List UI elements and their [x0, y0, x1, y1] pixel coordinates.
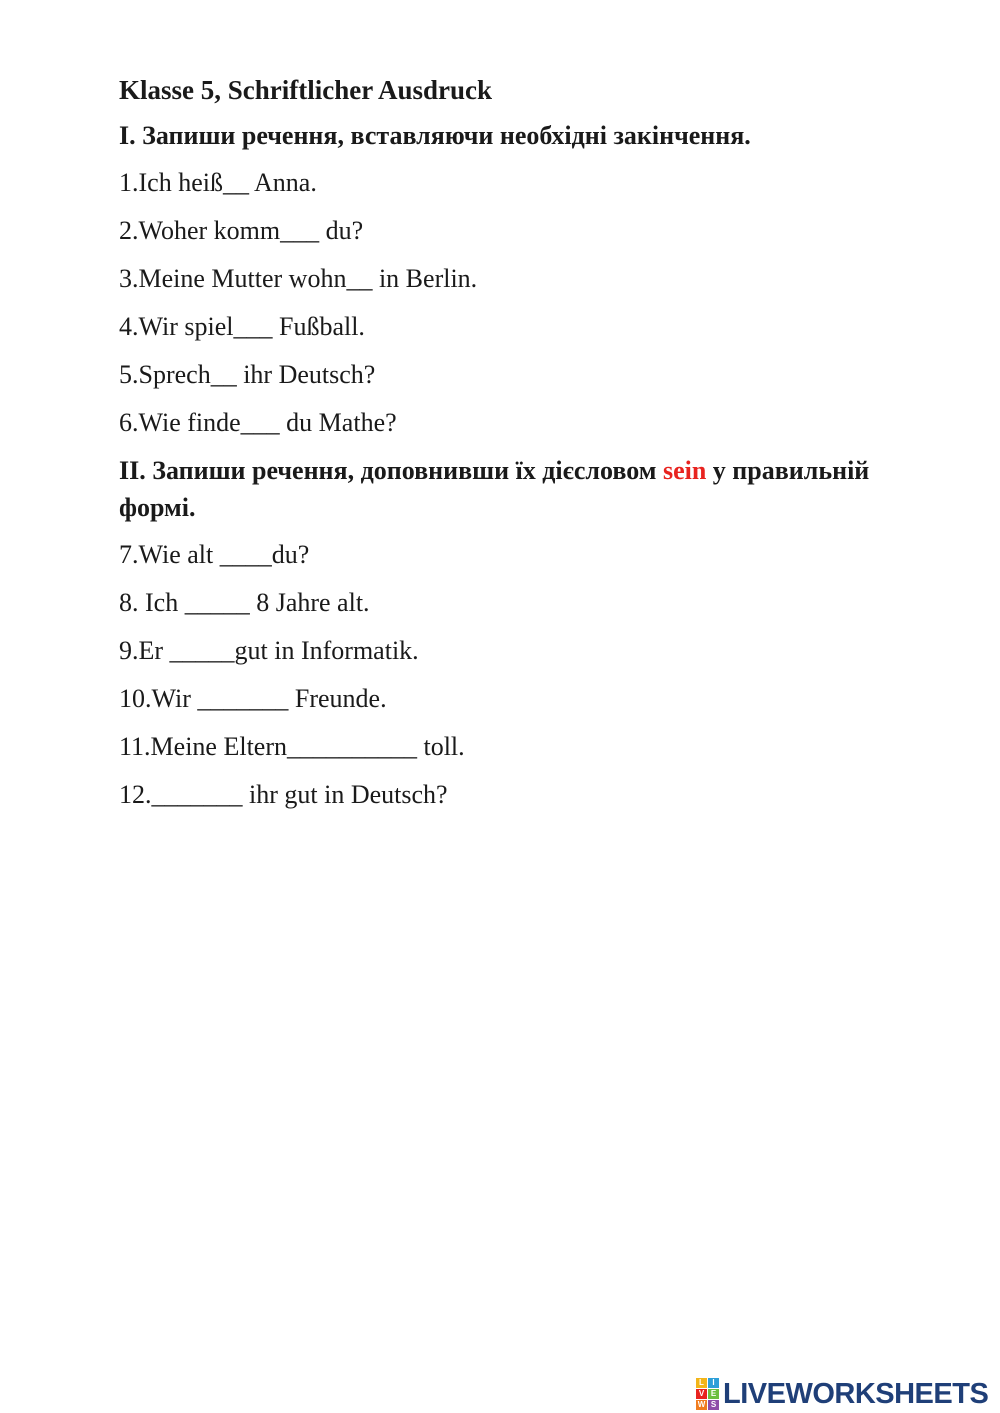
logo-text: LIVEWORKSHEETS — [723, 1377, 989, 1410]
section-2-heading-tail: у правильній формі. — [119, 456, 870, 522]
exercise-item-6: 6.Wie finde___ du Mathe? — [119, 408, 397, 437]
worksheet-title: Klasse 5, Schriftlicher Ausdruck — [119, 75, 493, 105]
exercise-item-11: 11.Meine Eltern__________ toll. — [119, 732, 465, 761]
section-2-heading — [119, 452, 899, 526]
exercise-item-8: 8. Ich _____ 8 Jahre alt. — [119, 588, 370, 617]
exercise-item-10: 10.Wir _______ Freunde. — [119, 684, 387, 713]
section-2-heading-text: II. Запиши речення, доповнивши їх дієсловом — [119, 456, 663, 485]
exercise-item-3: 3.Meine Mutter wohn__ in Berlin. — [119, 264, 478, 293]
logo-mark-letter: W — [697, 1400, 706, 1409]
logo-mark-letter: V — [696, 1389, 707, 1399]
highlight-verb-sein: sein — [662, 456, 707, 485]
exercise-item-12: 12._______ ihr gut in Deutsch? — [119, 780, 448, 809]
exercise-item-9: 9.Er _____gut in Informatik. — [119, 636, 419, 665]
worksheet-content — [119, 70, 899, 824]
logo-mark-letter: I — [708, 1378, 719, 1388]
exercise-item-5: 5.Sprech__ ihr Deutsch? — [119, 360, 376, 389]
liveworksheets-logo — [696, 1378, 988, 1410]
exercise-item-2: 2.Woher komm___ du? — [119, 216, 364, 245]
logo-mark-letter: S — [708, 1400, 719, 1410]
exercise-item-7: 7.Wie alt ____du? — [119, 540, 310, 569]
exercise-item-4: 4.Wir spiel___ Fußball. — [119, 312, 365, 341]
logo-mark-letter: E — [708, 1389, 719, 1399]
exercise-item-1: 1.Ich heiß__ Anna. — [119, 168, 317, 197]
logo-mark-icon — [696, 1378, 719, 1410]
section-1-heading: I. Запиши речення, вставляючи необхідні закінчення. — [119, 121, 751, 150]
logo-mark-letter: L — [696, 1378, 707, 1388]
